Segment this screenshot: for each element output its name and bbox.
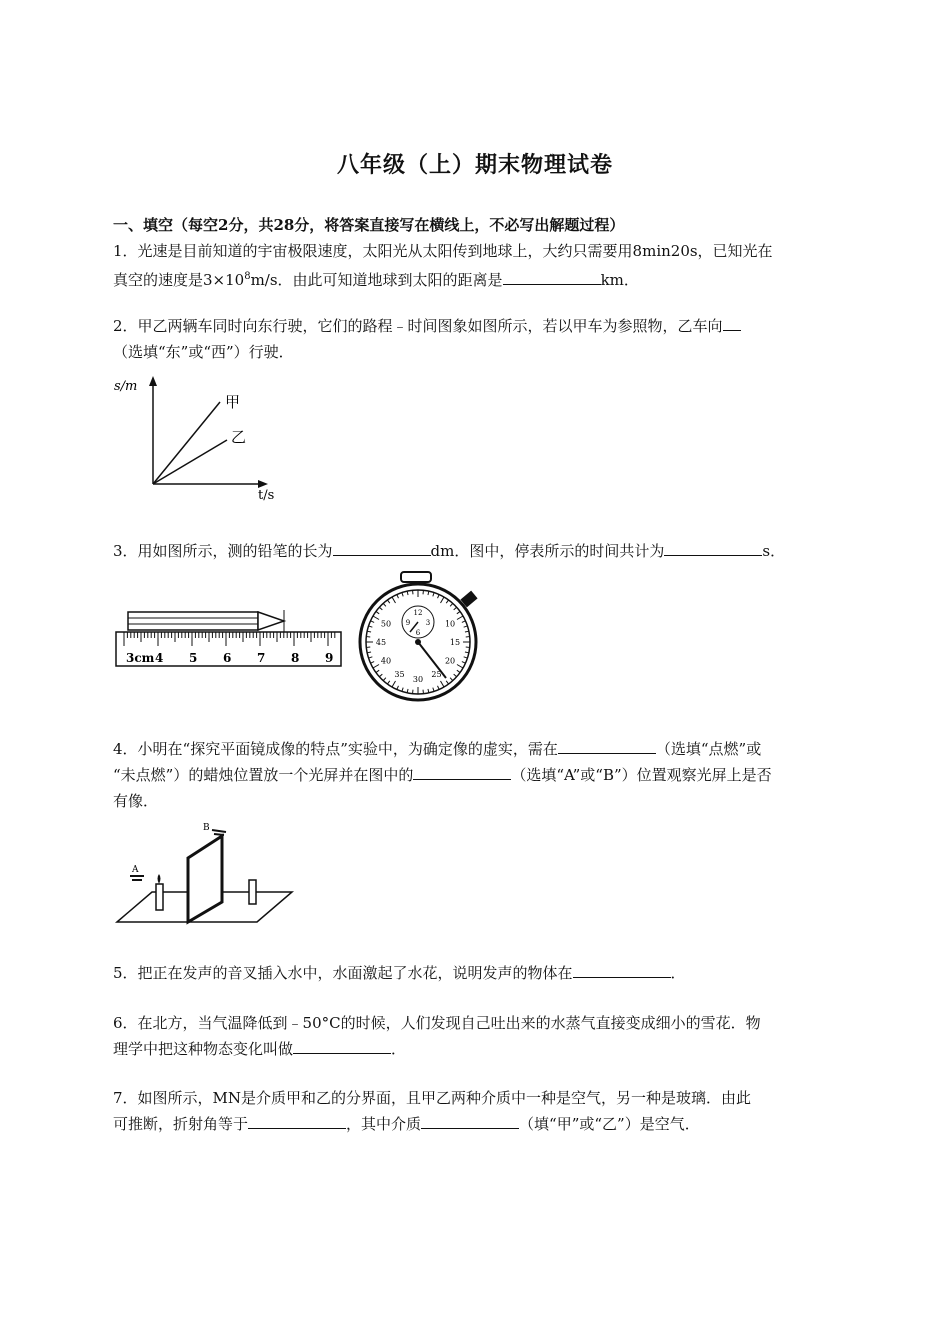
stopwatch-second-label: 40 <box>380 656 392 666</box>
q3-text-3: s． <box>762 542 786 560</box>
stopwatch-second-label: 25 <box>431 670 442 680</box>
line-jia <box>153 402 220 484</box>
q4-answer-blank-2[interactable] <box>413 765 511 780</box>
eye-icon-a <box>130 876 144 880</box>
line-yi <box>153 440 227 484</box>
ruler-label: 4 <box>155 651 164 665</box>
question-4 <box>113 736 838 814</box>
q5-answer-blank[interactable] <box>573 963 671 978</box>
ruler-label: 3cm <box>126 651 155 665</box>
distance-time-graph <box>112 372 287 502</box>
q3-text-1: 3．用如图所示，测的铅笔的长为 <box>113 542 333 560</box>
q4-text-3: “未点燃”）的蜡烛位置放一个光屏并在图中的 <box>113 766 414 784</box>
eye-icon-b <box>212 830 226 835</box>
q1-text: 真空的速度是3×10 <box>113 271 245 289</box>
ruler-label: 9 <box>325 651 334 665</box>
stopwatch-minute-label: 6 <box>415 629 421 637</box>
candle-a <box>156 884 163 910</box>
ruler-label: 6 <box>223 651 232 665</box>
q7-text-4: （填“甲”或“乙”）是空气． <box>519 1115 700 1133</box>
stopwatch-second-label: 10 <box>444 619 456 629</box>
question-7 <box>113 1085 838 1137</box>
q4-text-4: （选填“A”或“B”）位置观察光屏上是否 <box>511 766 772 784</box>
label-a: A <box>132 865 139 875</box>
q7-line1: 7．如图所示，MN是介质甲和乙的分界面，且甲乙两种介质中一种是空气，另一种是玻璃．由此 <box>113 1089 752 1107</box>
line-yi-label: 乙 <box>231 428 247 446</box>
stopwatch-crown <box>401 572 431 582</box>
pencil <box>128 610 284 632</box>
q4-line1 <box>113 736 838 762</box>
y-axis-arrow-icon <box>149 376 157 386</box>
x-axis-arrow-icon <box>258 480 268 488</box>
page-title: 八年级（上）期末物理试卷 <box>336 152 613 178</box>
label-b: B <box>203 823 210 833</box>
question-3 <box>113 538 838 564</box>
q3-answer-blank-2[interactable] <box>664 541 762 556</box>
q4-text-1: 4．小明在“探究平面镜成像的特点”实验中，为确定像的虚实，需在 <box>113 740 558 758</box>
stopwatch-second-label: 20 <box>444 656 456 666</box>
q7-text-2: 可推断，折射角等于 <box>113 1115 249 1133</box>
ruler-label: 5 <box>189 651 198 665</box>
ruler-label: 7 <box>257 651 266 665</box>
y-axis-label: s/m <box>114 379 138 394</box>
section-heading: 一、填空（每空2分，共28分，将答案直接写在横线上，不必写出解题过程） <box>113 216 625 234</box>
q5-text-1: 5．把正在发声的音叉插入水中，水面激起了水花，说明发声的物体在 <box>113 964 573 982</box>
q1-exponent: 8 <box>244 271 251 282</box>
ruler-label: 8 <box>291 651 300 665</box>
q6-line2 <box>113 1036 838 1062</box>
stopwatch-pivot <box>415 639 421 645</box>
question-6 <box>113 1010 838 1062</box>
q2-line2: （选填“东”或“西”）行驶． <box>113 343 294 361</box>
q4-line3: 有像． <box>113 792 159 810</box>
q7-text-3: ，其中介质 <box>346 1115 422 1133</box>
q4-text-2: （选填“点燃”或 <box>655 740 762 758</box>
q1-answer-blank[interactable] <box>503 270 601 285</box>
q1-text-2: m/s．由此可知道地球到太阳的距离是 <box>250 271 503 289</box>
q3-answer-blank-1[interactable] <box>333 541 431 556</box>
q6-text-2: 理学中把这种物态变化叫做 <box>113 1040 294 1058</box>
q2-line1 <box>113 313 838 339</box>
stopwatch-second-label: 50 <box>380 619 392 629</box>
q6-answer-blank[interactable] <box>293 1039 391 1054</box>
stopwatch-minute-label: 12 <box>413 609 423 617</box>
q4-line2 <box>113 762 838 788</box>
question-1 <box>113 238 838 293</box>
q6-line1: 6．在北方，当气温降低到﹣50°C的时候，人们发现自己吐出来的水蒸气直接变成细小的雪花．物 <box>113 1014 761 1032</box>
q3-text-2: dm．图中，停表所示的时间共计为 <box>430 542 665 560</box>
q2-text: 2．甲乙两辆车同时向东行驶，它们的路程﹣时间图象如图所示，若以甲车为参照物，乙车向 <box>113 317 723 335</box>
q1-unit: km． <box>600 271 639 289</box>
flame-icon <box>158 874 161 884</box>
stopwatch-figure <box>356 570 490 704</box>
q7-line2 <box>113 1111 838 1137</box>
q7-answer-blank-2[interactable] <box>421 1114 519 1129</box>
question-5 <box>113 960 838 986</box>
stopwatch-second-label: 15 <box>449 638 461 647</box>
stopwatch-second-label: 35 <box>394 670 405 680</box>
q1-line1: 1．光速是目前知道的宇宙极限速度，太阳光从太阳传到地球上，大约只需要用8min20s，已知光在 <box>113 242 773 260</box>
stopwatch-minute-label: 3 <box>425 619 431 627</box>
line-jia-label: 甲 <box>225 393 241 411</box>
stopwatch-second-label: 30 <box>412 675 424 684</box>
q4-answer-blank-1[interactable] <box>558 739 656 754</box>
plane-mirror-figure <box>112 818 297 928</box>
stopwatch-second-label: 45 <box>375 638 387 647</box>
pencil-ruler-figure <box>112 602 347 670</box>
q7-answer-blank-1[interactable] <box>248 1114 346 1129</box>
q1-line2 <box>113 264 838 293</box>
q2-answer-blank[interactable] <box>723 316 741 331</box>
x-axis-label: t/s <box>258 488 275 502</box>
question-2 <box>113 313 838 365</box>
q5-text-2: ． <box>670 964 686 982</box>
candle-b <box>249 880 256 904</box>
q6-text-3: ． <box>391 1040 407 1058</box>
stopwatch-minute-label: 9 <box>405 619 411 627</box>
